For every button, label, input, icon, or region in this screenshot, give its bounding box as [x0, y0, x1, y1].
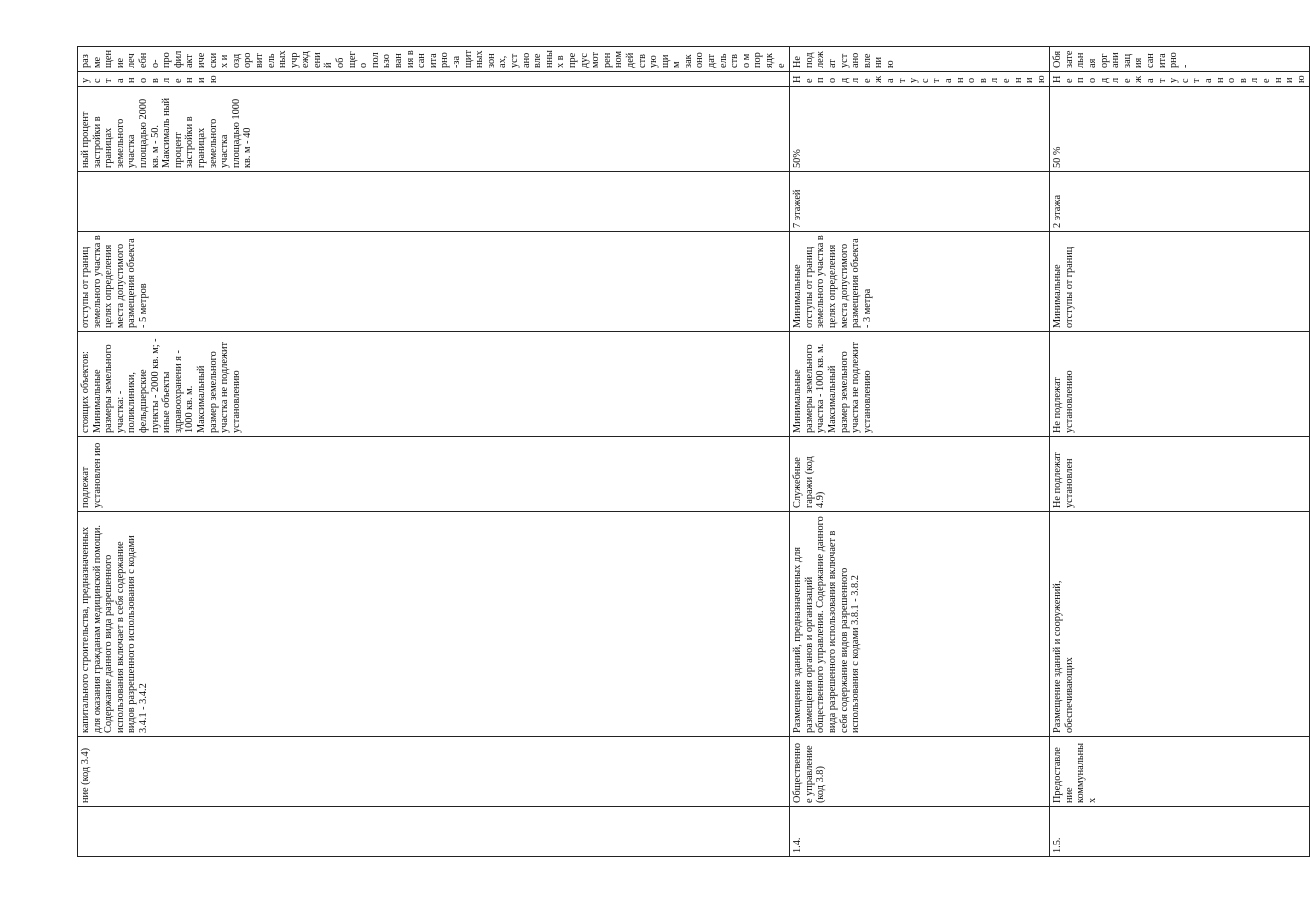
coverage-cell: 50%	[790, 87, 1050, 172]
lot-size-cell: стоящих объектов: Минимальные размеры земельного участка: - поликлиники, фельдшерские пункты - 2000 кв. м; - иные объекты здравоохранени я - 1000 кв. м. Максимальный размер земельного участка не подлежит установлению	[78, 332, 790, 437]
table-row	[790, 47, 1050, 857]
use-name-cell: Предоставле ние коммунальных	[1050, 737, 1310, 807]
other-params-cell: установлению	[78, 72, 790, 87]
row-number-cell	[78, 807, 790, 857]
coverage-cell: ный процент застройки в границах земельного участка площадью 2000 кв. м - 50. Максималь ный процент застройки в границах земельного участка площадью 1000 кв. м - 40	[78, 87, 790, 172]
setback-cell: Минимальные отступы от границ земельного участка в целях определения места допустимого размещения объекта - 3 метра	[790, 232, 1050, 332]
restrictions-cell: Обязательная организация санитарно-	[1050, 47, 1310, 72]
setback-cell: отступы от границ земельного участка в целях определения места допустимого размещения объекта - 5 метров	[78, 232, 790, 332]
restrictions-cell: размещение лечебно-профилактически х и оздоровительных учреждений общего пользования в санитарно-защитных зонах, установленных в предусмотренном действующим законодательство м порядке	[78, 47, 790, 72]
use-description-cell: капитального строительства, предназначенных для оказания гражданам медицинской помощи. Содержание данного вида разрешенного использования включает в себя содержание видов разрешенного использования с кодами 3.4.1 - 3.4.2	[78, 512, 790, 737]
auxiliary-use-cell: подлежат установлен ию	[78, 437, 790, 512]
use-description-cell: Размещение зданий и сооружений, обеспечивающих	[1050, 512, 1310, 737]
rotated-table-wrapper	[77, 47, 1307, 857]
use-description-cell: Размещение зданий, предназначенных для размещения органов и организаций общественного управления. Содержание данного вида разрешенного использования включает в себя содержание видов разрешенного использования с кодами 3.8.1 - 3.8.2	[790, 512, 1050, 737]
row-number-cell: 1.5.	[1050, 807, 1310, 857]
auxiliary-use-cell: Служебные гаражи (код 4.9)	[790, 437, 1050, 512]
restrictions-cell: Не подлежат установлению	[790, 47, 1050, 72]
floors-cell	[78, 172, 790, 232]
setback-cell: Минимальные отступы от границ	[1050, 232, 1310, 332]
other-params-cell: Не подлежат установлени ю	[790, 72, 1050, 87]
floors-cell: 7 этажей	[790, 172, 1050, 232]
use-name-cell: ние (код 3.4)	[78, 737, 790, 807]
row-number-cell: 1.4.	[790, 807, 1050, 857]
coverage-cell: 50 %	[1050, 87, 1310, 172]
lot-size-cell: Не подлежат установлению	[1050, 332, 1310, 437]
table-row	[1050, 47, 1310, 857]
lot-size-cell: Минимальные размеры земельного участка - 1000 кв. м. Максимальный размер земельного участка не подлежит установлению	[790, 332, 1050, 437]
other-params-cell: Не подлежат установлению	[1050, 72, 1310, 87]
floors-cell: 2 этажа	[1050, 172, 1310, 232]
use-name-cell: Общественное управление (код 3.8)	[790, 737, 1050, 807]
zoning-regulations-table	[77, 46, 1310, 857]
table-row	[78, 47, 790, 857]
auxiliary-use-cell: Не подлежат установлен	[1050, 437, 1310, 512]
